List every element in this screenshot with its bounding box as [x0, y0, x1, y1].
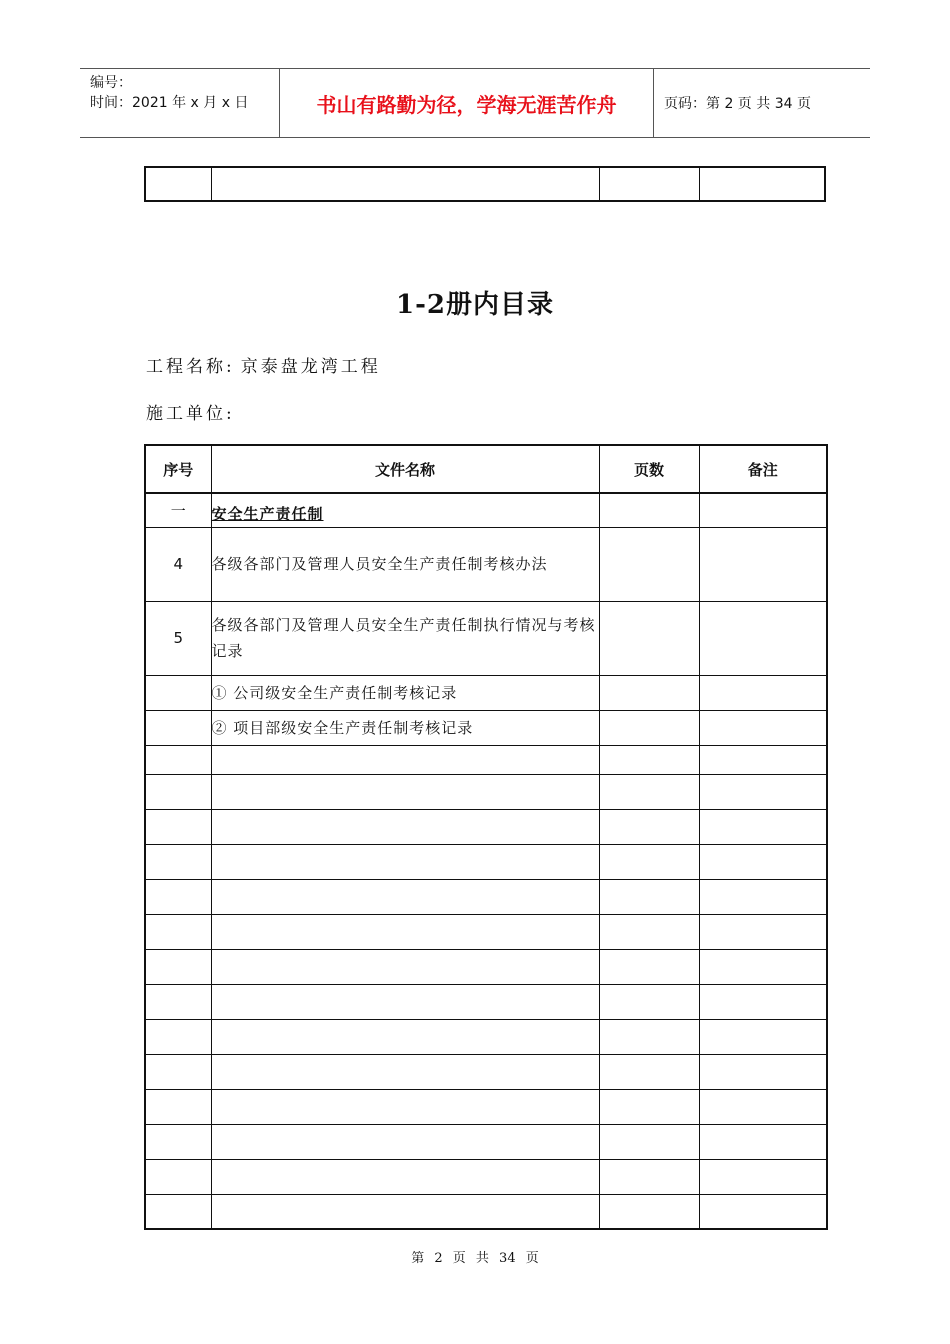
row-note: [699, 527, 827, 601]
table-row: [145, 1159, 827, 1194]
fragment-cell: [146, 168, 212, 200]
row-seq: [145, 879, 211, 914]
row-name: [211, 984, 599, 1019]
row-seq: [145, 745, 211, 774]
row-seq: [145, 1054, 211, 1089]
row-seq: [145, 1124, 211, 1159]
row-seq: [145, 1159, 211, 1194]
table-row: [145, 601, 827, 675]
project-value: 京泰盘龙湾工程: [240, 357, 381, 377]
table-row: [145, 879, 827, 914]
row-name: [211, 809, 599, 844]
row-pages: [599, 1089, 699, 1124]
table-row: [145, 1089, 827, 1124]
header-meta: [80, 69, 280, 137]
row-pages: [599, 601, 699, 675]
row-note: [699, 984, 827, 1019]
table-row: [145, 844, 827, 879]
page-footer: 第 2 页 共 34 页: [411, 1251, 539, 1266]
row-pages: [599, 675, 699, 710]
row-name: ① 公司级安全生产责任制考核记录: [211, 675, 599, 710]
fragment-cell: [700, 168, 824, 200]
column-header-name: 文件名称: [211, 445, 599, 493]
row-seq: [145, 1019, 211, 1054]
table-header-row: [145, 445, 827, 493]
row-note: [699, 809, 827, 844]
row-name: [211, 774, 599, 809]
row-seq: [145, 914, 211, 949]
row-pages: [599, 914, 699, 949]
row-name: [211, 1124, 599, 1159]
row-seq: 4: [145, 527, 211, 601]
row-pages: [599, 493, 699, 527]
contractor-line: [146, 399, 241, 424]
row-name: [211, 1159, 599, 1194]
contractor-label: 施工单位:: [146, 404, 235, 424]
row-name: [211, 1019, 599, 1054]
table-row: [145, 1194, 827, 1229]
row-name: [211, 949, 599, 984]
row-note: [699, 774, 827, 809]
header-time: 时间：2021 年 x 月 x 日: [90, 95, 249, 111]
table-row: [145, 809, 827, 844]
table-row: [145, 914, 827, 949]
row-seq: 一: [145, 493, 211, 527]
row-seq: 5: [145, 601, 211, 675]
row-name: [211, 844, 599, 879]
row-note: [699, 1194, 827, 1229]
row-pages: [599, 774, 699, 809]
row-pages: [599, 1054, 699, 1089]
row-note: [699, 745, 827, 774]
row-note: [699, 1019, 827, 1054]
row-seq: [145, 949, 211, 984]
column-header-pages: 页数: [599, 445, 699, 493]
table-row: [145, 1019, 827, 1054]
header-motto: 书山有路勤为径，学海无涯苦作舟: [280, 69, 654, 137]
row-seq: [145, 844, 211, 879]
row-note: [699, 493, 827, 527]
previous-table-fragment: [144, 166, 826, 202]
page-title: 1-2册内目录: [396, 290, 554, 320]
row-pages: [599, 1194, 699, 1229]
table-row: [145, 1054, 827, 1089]
row-seq: [145, 710, 211, 745]
row-name: 各级各部门及管理人员安全生产责任制执行情况与考核记录: [211, 601, 599, 675]
row-name: ② 项目部级安全生产责任制考核记录: [211, 710, 599, 745]
table-row: [145, 774, 827, 809]
row-name: [211, 879, 599, 914]
toc-table: [144, 444, 828, 1230]
column-header-note: 备注: [699, 445, 827, 493]
row-note: [699, 949, 827, 984]
row-pages: [599, 844, 699, 879]
row-pages: [599, 809, 699, 844]
table-row: [145, 984, 827, 1019]
table-row: [145, 493, 827, 527]
row-pages: [599, 710, 699, 745]
row-pages: [599, 949, 699, 984]
row-seq: [145, 1194, 211, 1229]
table-row: [145, 745, 827, 774]
header-page-info: 页码：第 2 页 共 34 页: [664, 96, 811, 112]
row-pages: [599, 879, 699, 914]
row-note: [699, 914, 827, 949]
row-name: [211, 1054, 599, 1089]
row-pages: [599, 745, 699, 774]
project-line: [146, 352, 381, 377]
page-header: [80, 68, 870, 138]
row-pages: [599, 1159, 699, 1194]
row-note: [699, 1124, 827, 1159]
row-note: [699, 1089, 827, 1124]
row-note: [699, 601, 827, 675]
table-row: [145, 949, 827, 984]
fragment-cell: [600, 168, 700, 200]
table-row: [145, 710, 827, 745]
fragment-cell: [212, 168, 600, 200]
project-label: 工程名称:: [146, 357, 235, 377]
row-name: [211, 1194, 599, 1229]
table-row: [145, 675, 827, 710]
row-seq: [145, 675, 211, 710]
row-seq: [145, 809, 211, 844]
row-seq: [145, 984, 211, 1019]
row-pages: [599, 1124, 699, 1159]
row-note: [699, 1054, 827, 1089]
header-number: 编号：: [90, 75, 132, 91]
row-seq: [145, 774, 211, 809]
row-note: [699, 1159, 827, 1194]
row-name: [211, 745, 599, 774]
table-row: [145, 527, 827, 601]
row-name: [211, 1089, 599, 1124]
row-pages: [599, 527, 699, 601]
row-note: [699, 710, 827, 745]
row-name: [211, 914, 599, 949]
row-note: [699, 879, 827, 914]
row-name: 各级各部门及管理人员安全生产责任制考核办法: [211, 527, 599, 601]
row-note: [699, 675, 827, 710]
row-name: 安全生产责任制: [211, 493, 599, 527]
row-pages: [599, 1019, 699, 1054]
row-note: [699, 844, 827, 879]
row-seq: [145, 1089, 211, 1124]
column-header-seq: 序号: [145, 445, 211, 493]
row-pages: [599, 984, 699, 1019]
table-row: [145, 1124, 827, 1159]
